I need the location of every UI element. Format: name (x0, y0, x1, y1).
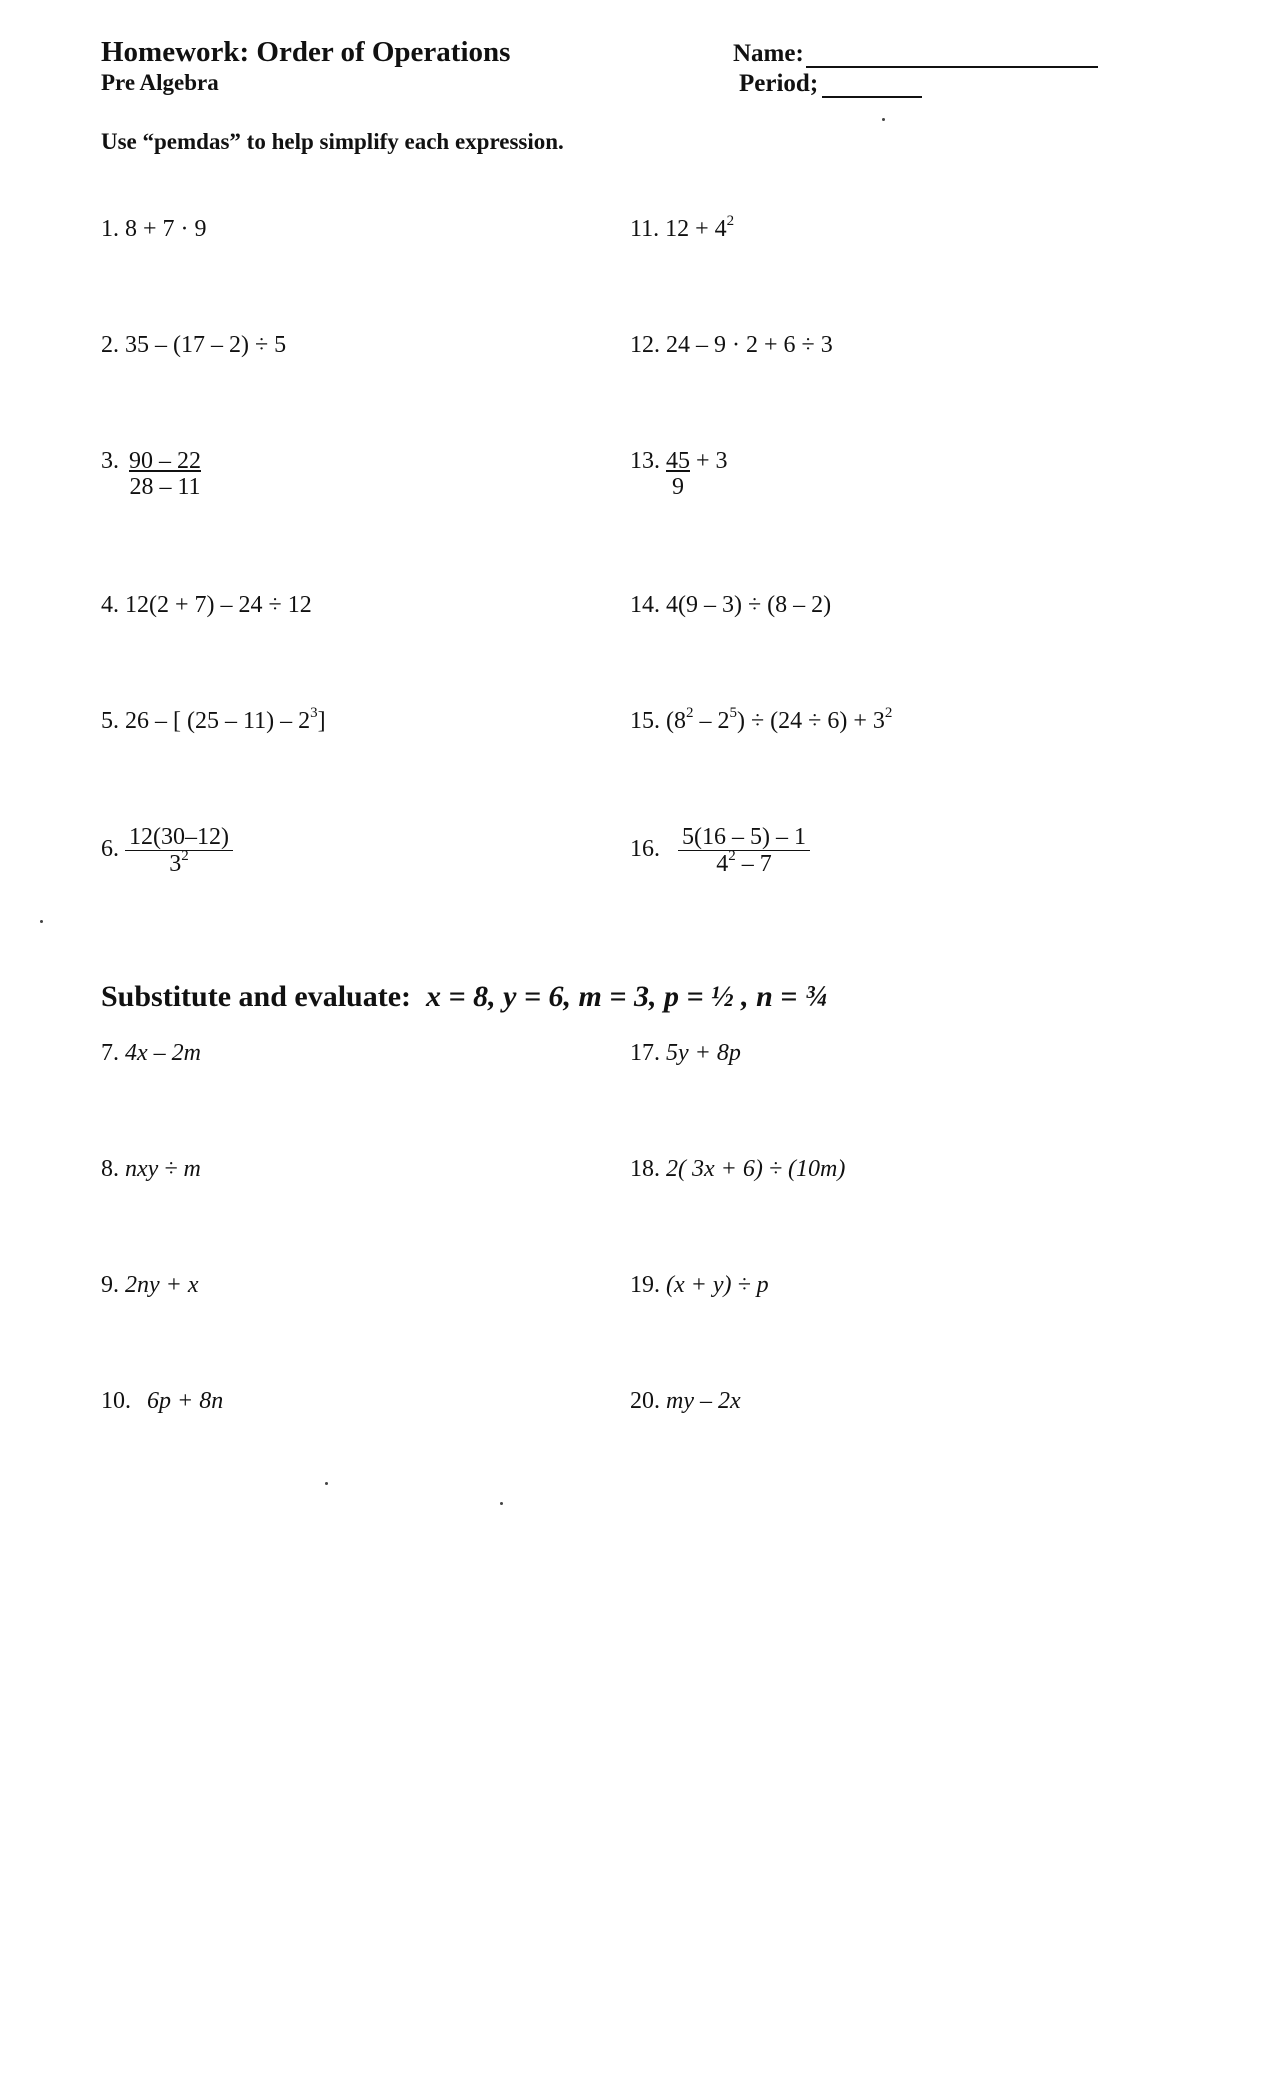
denominator: 9 (672, 474, 684, 501)
problem-7 (101, 1040, 201, 1067)
exponent: 2 (728, 848, 736, 865)
problem-number: 13. (630, 448, 660, 474)
problem-number: 14. (630, 592, 660, 618)
problem-8 (101, 1156, 201, 1183)
exponent: 2 (686, 705, 694, 721)
expression-part: (8 (666, 708, 686, 734)
problem-expression: 2ny + x (125, 1272, 199, 1298)
problem-number: 11. (630, 216, 660, 242)
expression-part: ] (317, 708, 326, 734)
problem-18 (630, 1156, 845, 1183)
problem-number: 20. (630, 1388, 660, 1414)
problem-number: 18. (630, 1156, 660, 1182)
worksheet-title: Homework: Order of Operations (101, 36, 511, 68)
problem-number: 7. (101, 1040, 119, 1066)
problem-number: 6. (101, 836, 119, 863)
fraction (666, 448, 728, 501)
problem-number: 12. (630, 332, 660, 358)
problem-expression: 2( 3x + 6) ÷ (10m) (666, 1156, 846, 1182)
denominator (125, 848, 233, 878)
variable-values: x = 8, y = 6, m = 3, p = ½ , n = ¾ (426, 980, 828, 1013)
problem-number: 19. (630, 1272, 660, 1298)
problem-20 (630, 1388, 741, 1415)
instructions: Use “pemdas” to help simplify each expression. (101, 129, 564, 154)
exponent: 2 (884, 705, 893, 721)
name-label: Name: (733, 40, 804, 67)
problem-10 (101, 1388, 223, 1415)
scan-speck (40, 920, 43, 923)
problem-16 (630, 824, 810, 878)
problem-15 (630, 705, 893, 735)
problem-expression: (x + y) ÷ p (666, 1272, 769, 1298)
substitute-label: Substitute and evaluate: (101, 980, 412, 1013)
scan-speck (882, 118, 885, 121)
problem-number: 17. (630, 1040, 660, 1066)
exponent: 3 (310, 705, 318, 721)
problem-number: 1. (101, 216, 119, 242)
problem-expression: 6p + 8n (147, 1388, 224, 1414)
problem-expression: 35 – (17 – 2) ÷ 5 (125, 332, 287, 358)
fraction (125, 824, 233, 878)
problem-number: 9. (101, 1272, 119, 1298)
problem-17 (630, 1040, 741, 1067)
problem-number: 8. (101, 1156, 119, 1182)
fraction (125, 448, 205, 501)
numerator-row (666, 448, 728, 474)
problem-19 (630, 1272, 769, 1299)
period-label: Period; (739, 70, 819, 97)
fraction (678, 824, 810, 878)
course-name: Pre Algebra (101, 70, 219, 95)
expression-part: – 2 (693, 708, 730, 734)
problem-1 (101, 216, 207, 243)
problem-2 (101, 332, 286, 359)
problem-expression: 4x – 2m (125, 1040, 201, 1066)
problem-number: 16. (630, 836, 660, 863)
expression-part: ) ÷ (24 ÷ 6) + 3 (737, 708, 885, 734)
substitute-heading (101, 980, 827, 1014)
problem-number: 5. (101, 708, 119, 734)
problem-number: 3. (101, 448, 119, 474)
exponent: 5 (729, 705, 737, 721)
problem-expression: 4(9 – 3) ÷ (8 – 2) (666, 592, 832, 618)
problem-5 (101, 705, 326, 735)
numerator: 12(30–12) (125, 824, 233, 851)
problem-13 (630, 448, 728, 501)
exponent: 2 (726, 213, 735, 229)
problem-expression: my – 2x (666, 1388, 741, 1414)
problem-14 (630, 592, 831, 619)
problem-number: 15. (630, 708, 660, 734)
expression-part: 26 – [ (25 – 11) – 2 (125, 708, 311, 734)
period-blank[interactable] (822, 72, 922, 98)
denominator (678, 848, 810, 878)
numerator: 5(16 – 5) – 1 (678, 824, 810, 851)
problem-number: 4. (101, 592, 119, 618)
scan-speck (325, 1482, 328, 1485)
denominator-base: 3 (169, 851, 182, 878)
problem-number: 10. (101, 1388, 131, 1414)
problem-4 (101, 592, 312, 619)
problem-12 (630, 332, 833, 359)
problem-6 (101, 824, 233, 878)
expression-part: 12 + 4 (665, 216, 727, 242)
problem-expression: 12(2 + 7) – 24 ÷ 12 (125, 592, 312, 618)
exponent: 2 (181, 848, 189, 865)
name-blank[interactable] (806, 42, 1098, 68)
problem-number: 2. (101, 332, 119, 358)
denominator: 28 – 11 (129, 474, 201, 501)
numerator: 45 (666, 448, 690, 474)
problem-expression: 8 + 7 · 9 (125, 216, 207, 242)
problem-expression: nxy ÷ m (125, 1156, 201, 1182)
problem-11 (630, 213, 735, 243)
problem-expression: 24 – 9 · 2 + 6 ÷ 3 (666, 332, 833, 358)
scan-speck (500, 1502, 503, 1505)
problem-9 (101, 1272, 199, 1299)
problem-expression: 5y + 8p (666, 1040, 741, 1066)
problem-3 (101, 448, 205, 501)
expression-part: – 7 (735, 851, 772, 878)
numerator: 90 – 22 (129, 448, 201, 474)
denominator-base: 4 (716, 851, 729, 878)
expression-part: + 3 (690, 448, 728, 474)
